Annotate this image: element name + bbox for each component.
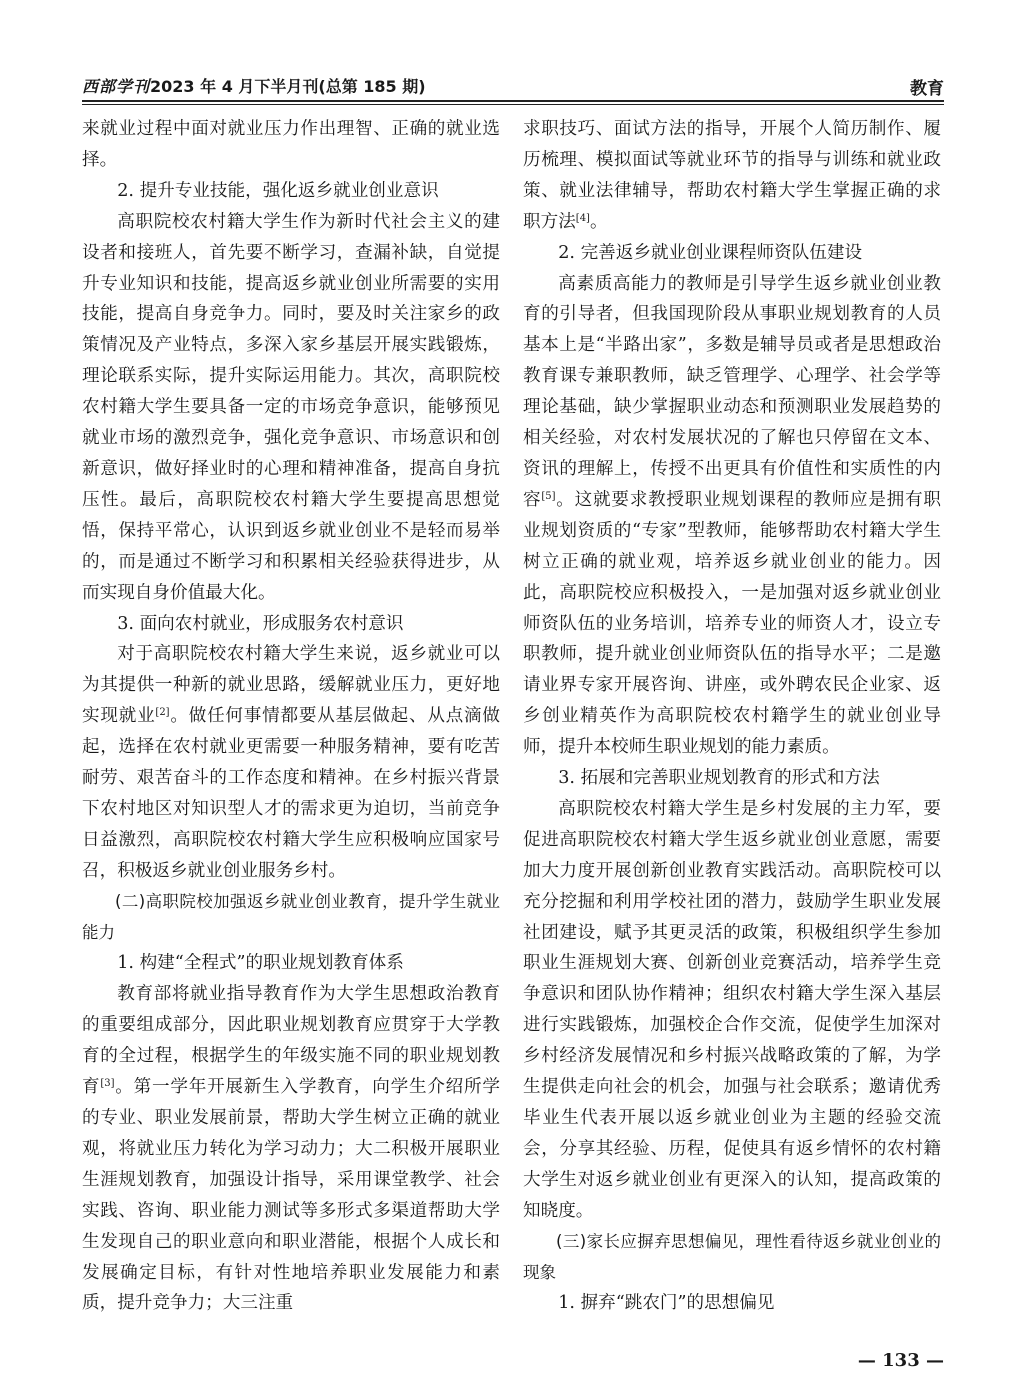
running-header (82, 74, 944, 98)
numbered-heading (523, 238, 941, 269)
continued-paragraph (82, 114, 500, 176)
body-paragraph (82, 639, 500, 886)
journal-logo: 西部学刊 (82, 77, 151, 96)
section-name: 教育 (910, 79, 944, 99)
left-column (82, 114, 500, 1319)
citation-ref: [4] (575, 212, 590, 224)
paragraph-text: (二)高职院校加强返乡就业创业教育，提升学生就业能力 (82, 891, 500, 942)
numbered-heading (82, 609, 500, 640)
body-paragraph (523, 269, 941, 764)
header-rule-thick (82, 100, 944, 102)
citation-ref: [3] (100, 1078, 115, 1090)
issue-info: 2023 年 4 月下半月刊(总第 185 期) (150, 77, 426, 96)
body-paragraph (82, 207, 500, 609)
paragraph-text: 对于高职院校农村籍大学生来说，返乡就业可以为其提供一种新的就业思路，缓解就业压力，更好地实现就业 (82, 644, 500, 727)
section-subheading (82, 887, 500, 949)
body-paragraph (523, 794, 941, 1227)
paragraph-text: 2. 完善返乡就业创业课程师资队伍建设 (558, 242, 863, 263)
paragraph-text: 。 (589, 211, 608, 232)
header-rule-thin (82, 104, 944, 105)
numbered-heading (82, 948, 500, 979)
section-subheading (523, 1227, 941, 1289)
numbered-heading (82, 176, 500, 207)
paragraph-text: 1. 构建“全程式”的职业规划教育体系 (117, 953, 404, 974)
paragraph-text: 教育部将就业指导教育作为大学生思想政治教育的重要组成部分，因此职业规划教育应贯穿于大学教育的全过程，根据学生的年级实施不同的职业规划教育 (82, 984, 500, 1098)
paragraph-text: 高素质高能力的教师是引导学生返乡就业创业教育的引导者，但我国现阶段从事职业规划教育的人员基本上是“半路出家”，多数是辅导员或者是思想政治教育课专兼职教师，缺乏管理学、心理学、社会学等理论基础，缺少掌握职业动态和预测职业发展趋势的相关经验，对农村发展状况的了解也只停留在文本、资讯的理解上，传授不出更具有价值性和实质性的内容 (523, 273, 941, 510)
paragraph-text: 2. 提升专业技能，强化返乡就业创业意识 (117, 180, 439, 201)
numbered-heading (523, 1288, 941, 1319)
right-column (523, 114, 941, 1319)
paragraph-text: 1. 摒弃“跳农门”的思想偏见 (558, 1293, 775, 1314)
page-number: — 133 — (857, 1350, 944, 1371)
paragraph-text: 3. 拓展和完善职业规划教育的形式和方法 (558, 768, 880, 789)
paragraph-text: 3. 面向农村就业，形成服务农村意识 (117, 613, 404, 634)
numbered-heading (523, 763, 941, 794)
journal-masthead (82, 74, 426, 97)
continued-paragraph (523, 114, 941, 238)
citation-ref: [2] (155, 707, 170, 719)
paragraph-text: 求职技巧、面试方法的指导，开展个人简历制作、履历梳理、模拟面试等就业环节的指导与训练和就业政策、就业法律辅导，帮助农村籍大学生掌握正确的求职方法 (523, 119, 941, 232)
paragraph-text: 。这就要求教授职业规划课程的教师应是拥有职业规划资质的“专家”型教师，能够帮助农村籍大学生树立正确的就业观，培养返乡就业创业的能力。因此，高职院校应积极投入，一是加强对返乡就业创业师资队伍的业务培训，培养专业的师资人才，设立专职教师，提升就业创业师资队伍的指导水平；二是邀请业界专家开展咨询、讲座，或外聘农民企业家、返乡创业精英作为高职院校农村籍学生的就业创业导师，提升本校师生职业规划的能力素质。 (523, 489, 941, 758)
paragraph-text: 。第一学年开展新生入学教育，向学生介绍所学的专业、职业发展前景，帮助大学生树立正确的就业观，将就业压力转化为学习动力；大二积极开展职业生涯规划教育，加强设计指导，采用课堂教学、社会实践、咨询、职业能力测试等多形式多渠道帮助大学生发现自己的职业意向和职业潜能，根据个人成长和发展确定目标，有针对性地培养职业发展能力和素质，提升竞争力；大三注重 (82, 1077, 500, 1314)
citation-ref: [5] (541, 490, 556, 502)
paragraph-text: 高职院校农村籍大学生是乡村发展的主力军，要促进高职院校农村籍大学生返乡就业创业意愿，需要加大力度开展创新创业教育实践活动。高职院校可以充分挖掘和利用学校社团的潜力，鼓励学生职业发展社团建设，赋予其更灵活的政策，积极组织学生参加职业生涯规划大赛、创新创业竞赛活动，培养学生竞争意识和团队协作精神；组织农村籍大学生深入基层进行实践锻炼，加强校企合作交流，促使学生加深对乡村经济发展情况和乡村振兴战略政策的了解，为学生提供走向社会的机会，加强与社会联系；邀请优秀毕业生代表开展以返乡就业创业为主题的经验交流会，分享其经验、历程，促使具有返乡情怀的农村籍大学生对返乡就业创业有更深入的认知，提高政策的知晓度。 (523, 798, 941, 1221)
paragraph-text: 高职院校农村籍大学生作为新时代社会主义的建设者和接班人，首先要不断学习，查漏补缺，自觉提升专业知识和技能，提高返乡就业创业所需要的实用技能，提高自身竞争力。同时，要及时关注家乡的政策情况及产业特点，多深入家乡基层开展实践锻炼，理论联系实际，提升实际运用能力。其次，高职院校农村籍大学生要具备一定的市场竞争意识，能够预见就业市场的激烈竞争，强化竞争意识、市场意识和创新意识，做好择业时的心理和精神准备，提高自身抗压性。最后，高职院校农村籍大学生要提高思想觉悟，保持平常心，认识到返乡就业创业不是轻而易举的，而是通过不断学习和积累相关经验获得进步，从而实现自身价值最大化。 (82, 211, 500, 603)
body-paragraph (82, 979, 500, 1319)
paragraph-text: 来就业过程中面对就业压力作出理智、正确的就业选择。 (82, 119, 500, 170)
paragraph-text: (三)家长应摒弃思想偏见，理性看待返乡就业创业的现象 (523, 1231, 941, 1282)
paragraph-text: 。做任何事情都要从基层做起、从点滴做起，选择在农村就业更需要一种服务精神，要有吃苦耐劳、艰苦奋斗的工作态度和精神。在乡村振兴背景下农村地区对知识型人才的需求更为迫切，当前竞争日益激烈，高职院校农村籍大学生应积极响应国家号召，积极返乡就业创业服务乡村。 (82, 706, 500, 881)
